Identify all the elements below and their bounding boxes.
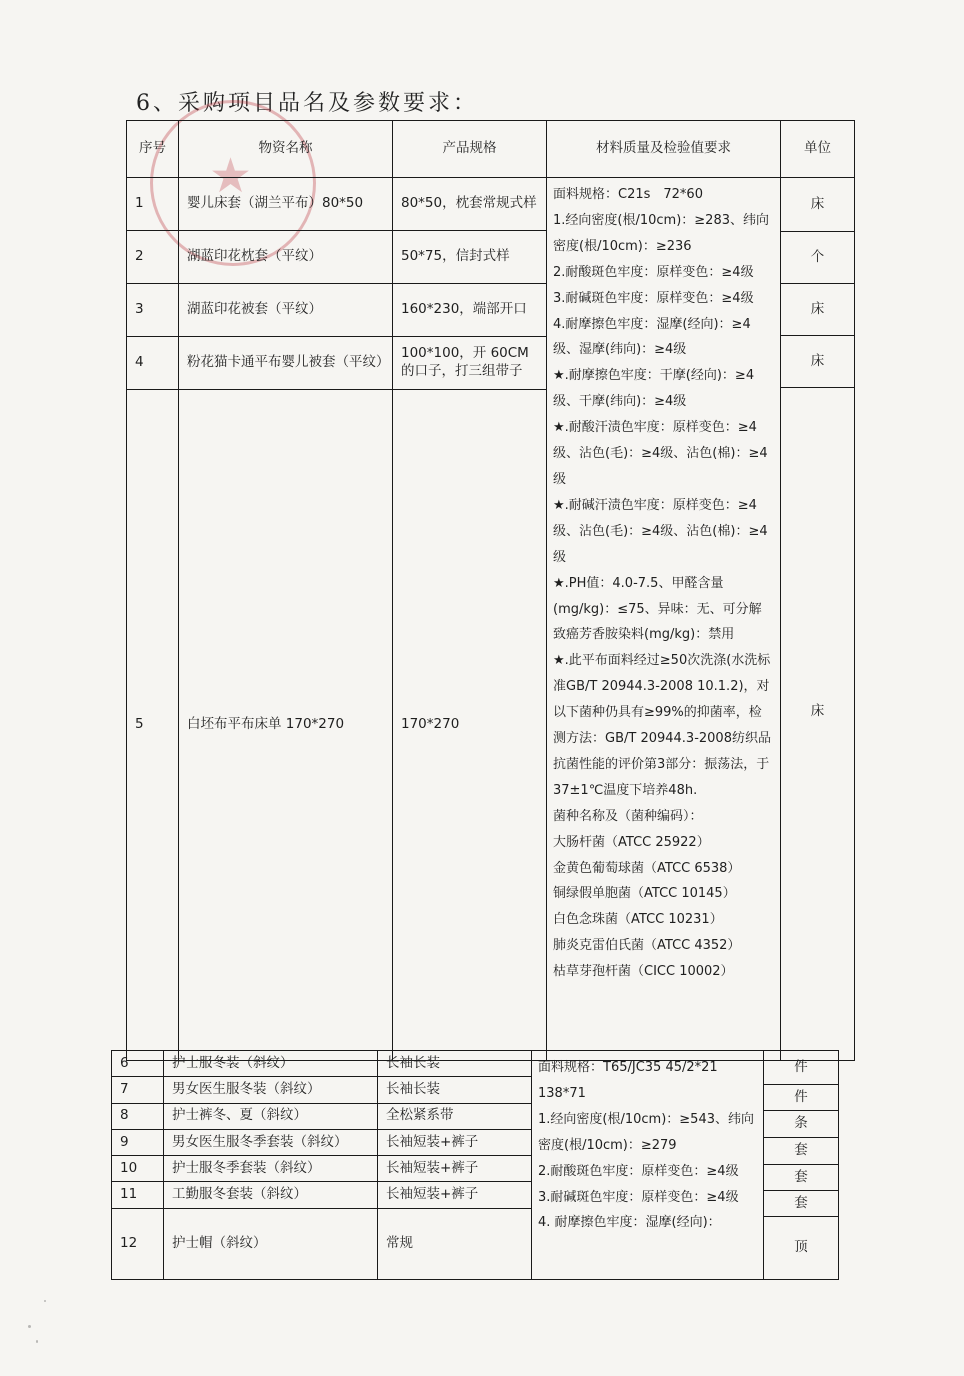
item-spec: 长袖短装+裤子 [378,1156,532,1182]
scan-speck [28,1325,31,1328]
item-spec: 长袖短装+裤子 [378,1182,532,1208]
item-spec: 常规 [378,1208,532,1279]
item-spec: 170*270 [393,390,547,1061]
unit-column-b [764,1051,839,1280]
item-no: 5 [127,390,179,1061]
item-no: 8 [112,1103,164,1129]
col-header-name: 物资名称 [179,121,393,178]
item-unit: 床 [810,703,825,720]
item-unit: 个 [781,232,854,284]
item-no: 4 [127,337,179,390]
item-name: 男女医生服冬季套装（斜纹） [164,1129,378,1155]
col-header-spec: 产品规格 [393,121,547,178]
item-spec: 160*230，端部开口 [393,284,547,337]
col-header-requirements: 材料质量及检验值要求 [547,121,781,178]
table-header-row [127,121,855,178]
item-no: 10 [112,1156,164,1182]
item-name: 湖蓝印花被套（平纹） [179,284,393,337]
item-name: 湖蓝印花枕套（平纹） [179,231,393,284]
item-spec: 长袖长装 [378,1051,532,1077]
scan-speck [44,1300,46,1302]
item-no: 6 [112,1051,164,1077]
item-unit: 床 [781,178,854,232]
item-unit: 套 [764,1191,838,1217]
item-name: 粉花猫卡通平布婴儿被套（平纹） [179,337,393,390]
item-spec: 80*50，枕套常规式样 [393,178,547,231]
table-row [112,1051,839,1077]
item-spec: 50*75，信封式样 [393,231,547,284]
item-name: 护士裤冬、夏（斜纹） [164,1103,378,1129]
item-no: 9 [112,1129,164,1155]
item-no: 7 [112,1077,164,1103]
item-name: 护士服冬季套装（斜纹） [164,1156,378,1182]
item-unit: 床 [781,284,854,336]
item-no: 1 [127,178,179,231]
requirements-cell-b: 面料规格：T65/JC35 45/2*21 138*71 1.经向密度(根/10cm)：≥543、纬向密度(根/10cm)：≥279 2.耐酸斑色牢度：原样变色：≥4级 3.耐碱斑色牢度：原样变色：≥4级 4. 耐摩擦色牢度：湿摩(经向)： [532,1051,764,1280]
item-unit: 条 [764,1111,838,1138]
item-name: 白坯布平布床单 170*270 [179,390,393,1061]
item-unit: 顶 [794,1239,808,1256]
item-name: 工勤服冬套装（斜纹） [164,1182,378,1208]
procurement-items-table-continued [111,1050,839,1280]
item-name: 护士服冬装（斜纹） [164,1051,378,1077]
col-header-no: 序号 [127,121,179,178]
item-spec: 长袖短装+裤子 [378,1129,532,1155]
item-name: 婴儿床套（湖兰平布）80*50 [179,178,393,231]
item-unit: 件 [764,1085,838,1111]
item-unit: 套 [764,1138,838,1165]
item-no: 12 [112,1208,164,1279]
item-unit: 件 [764,1051,838,1085]
requirements-cell-a: 面料规格：C21s 72*60 1.经向密度(根/10cm)：≥283、纬向密度(根/10cm)：≥236 2.耐酸斑色牢度：原样变色：≥4级 3.耐碱斑色牢度：原样变色：≥4级 4.耐摩擦色牢度：湿摩(经向)：≥4级、湿摩(纬向)：≥4级 ★.耐摩擦色牢度：干摩(经向)：≥4级、干摩(纬向)：≥4级 ★.耐酸汗渍色牢度：原样变色：≥4级、沾色(毛)：≥4级、沾色(棉)：≥4级 ★.耐碱汗渍色牢度：原样变色：≥4级、沾色(毛)：≥4级、沾色(棉)：≥4级 ★.PH值：4.0-7.5、甲醛含量(mg/kg)：≤75、异味：无、可分解致癌芳香胺染料(mg/kg)：禁用 ★.此平布面料经过≥50次洗涤(水洗标准GB/T 20944.3-2008 10.1.2)，对以下菌种仍具有≥99%的抑菌率，检测方法：GB/T 20944.3-2008纺织品抗菌性能的评价第3部分：振荡法，于37±1℃温度下培养48h. 菌种名称及（菌种编码）： 大肠杆菌（ATCC 25922） 金黄色葡萄球菌（ATCC 6538） 铜绿假单胞菌（ATCC 10145） 白色念珠菌（ATCC 10231） 肺炎克雷伯氏菌（ATCC 4352） 枯草芽孢杆菌（CICC 10002） [547,178,781,1061]
item-spec: 全松紧系带 [378,1103,532,1129]
section-heading: 6、采购项目品名及参数要求： [136,91,478,116]
unit-column-a [781,178,855,1061]
item-spec: 长袖长装 [378,1077,532,1103]
scan-speck [36,1340,38,1343]
procurement-items-table [126,120,855,1061]
item-unit: 床 [781,336,854,388]
item-spec: 100*100，开 60CM 的口子，打三组带子 [393,337,547,390]
item-name: 男女医生服冬装（斜纹） [164,1077,378,1103]
item-no: 11 [112,1182,164,1208]
item-no: 3 [127,284,179,337]
item-no: 2 [127,231,179,284]
item-name: 护士帽（斜纹） [164,1208,378,1279]
item-unit: 套 [764,1165,838,1191]
table-row [127,178,855,231]
col-header-unit: 单位 [781,121,855,178]
